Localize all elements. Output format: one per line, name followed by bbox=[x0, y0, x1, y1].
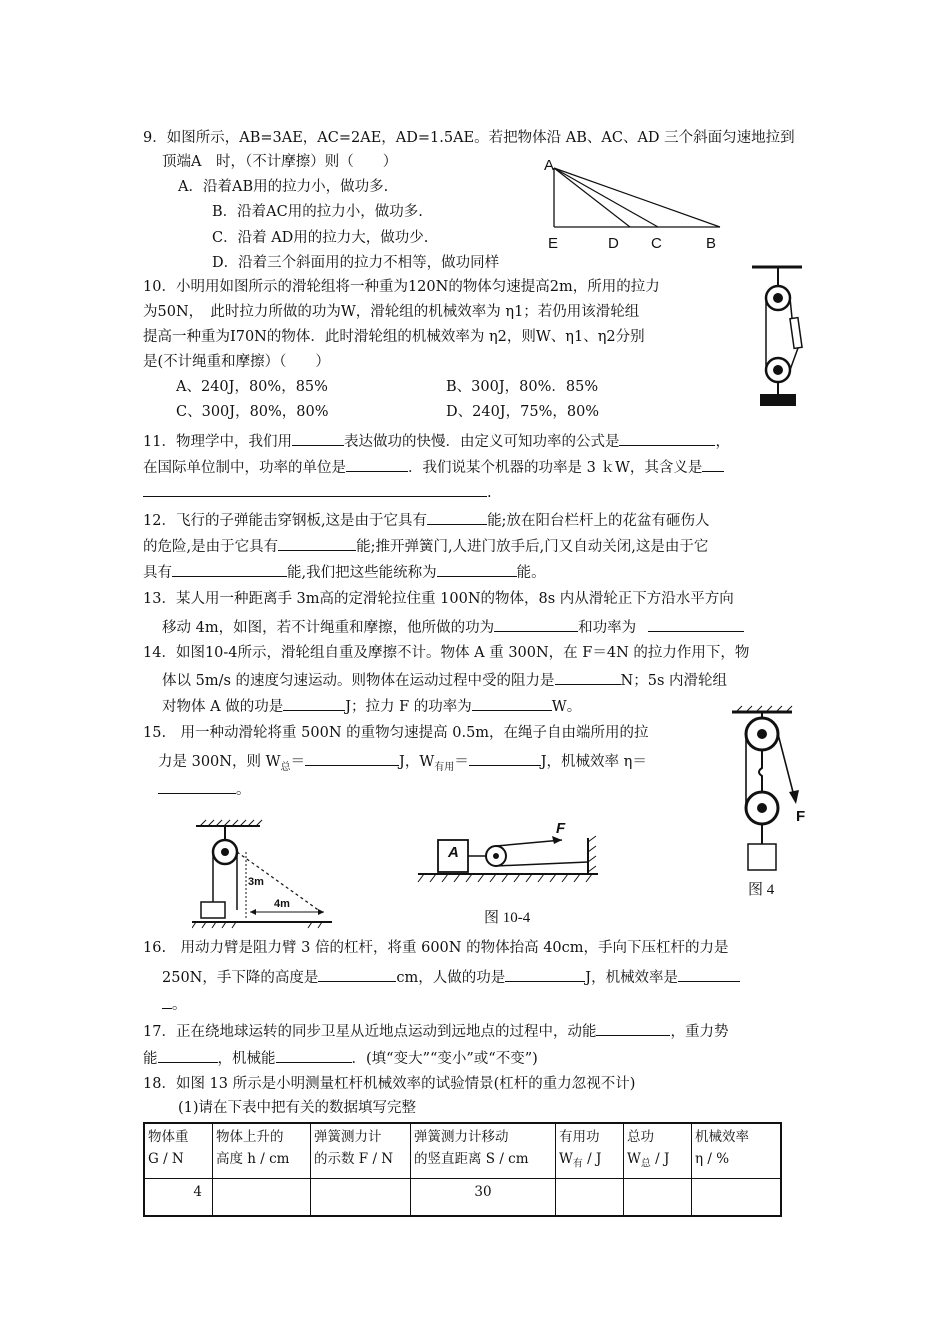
block-a-label: A bbox=[448, 844, 459, 861]
q10-option-a: A、240J，80%，85% bbox=[176, 379, 328, 395]
q11-blank-3[interactable] bbox=[346, 456, 408, 472]
q11-line3: . bbox=[143, 481, 492, 503]
q15-blank-3[interactable] bbox=[158, 778, 236, 794]
q17-line2: 能 ，机械能 ．(填“变大”“变小”或“不变”) bbox=[143, 1047, 538, 1069]
table-row bbox=[144, 1178, 781, 1216]
q14-blank-3[interactable] bbox=[472, 695, 552, 711]
q9-line2: 顶端A 时，（不计摩擦）则（ ） bbox=[162, 154, 398, 170]
header-total-work: 总功 $W_总$ / J bbox=[624, 1123, 692, 1178]
cell-efficiency[interactable] bbox=[692, 1178, 782, 1216]
q11-blank-2[interactable] bbox=[619, 430, 715, 446]
q16-line1: 16. 用动力臂是阻力臂 3 倍的杠杆，将重 600N 的物体抬高 40cm，手向下压杠杆的力是 bbox=[143, 940, 729, 956]
force-f-label: F bbox=[556, 820, 566, 837]
figure-10-4 bbox=[416, 822, 606, 932]
height-label: 3m bbox=[248, 876, 264, 888]
figure-4-drawing bbox=[728, 704, 818, 874]
header-useful-work: 有用功 $W_有$ / J bbox=[556, 1123, 624, 1178]
figure-10-4-caption: 图 10-4 bbox=[484, 910, 531, 926]
q13-line2: 移动 4m，如图，若不计绳重和摩擦，他所做的功为 和功率为 bbox=[162, 616, 744, 638]
q16-blank-3a[interactable] bbox=[678, 966, 740, 982]
q14-line1: 14．如图10-4所示，滑轮组自重及摩擦不计。物体 A 重 300N，在 F＝4N 的拉力作用下，物 bbox=[143, 645, 750, 661]
q12-blank-3[interactable] bbox=[172, 561, 287, 577]
q15-line2: 力是 300N，则 $W_总= J$，$W_{有用}= J$，机械效率 η＝ bbox=[158, 750, 647, 778]
q18-line2: (1)请在下表中把有关的数据填写完整 bbox=[178, 1100, 417, 1116]
pulley-group-figure bbox=[748, 262, 808, 412]
q10-option-b: B、300J，80%．85% bbox=[446, 379, 599, 395]
header-height: 物体上升的 高度 h / cm bbox=[213, 1123, 311, 1178]
incline-figure bbox=[540, 155, 740, 255]
header-efficiency: 机械效率 η / % bbox=[692, 1123, 782, 1178]
header-spring-distance: 弹簧测力计移动 的竖直距离 S / cm bbox=[411, 1123, 556, 1178]
header-spring-reading: 弹簧测力计 的示数 F / N bbox=[311, 1123, 411, 1178]
fixed-pulley-figure bbox=[192, 818, 342, 930]
q18-line1: 18．如图 13 所示是小明测量杠杆机械效率的试验情景(杠杆的重力忽视不计) bbox=[143, 1076, 636, 1092]
q12-blank-2[interactable] bbox=[278, 535, 356, 551]
q11-blank-4a[interactable] bbox=[702, 456, 724, 472]
q10-option-c: C、300J，80%，80% bbox=[176, 404, 329, 420]
q12-blank-1[interactable] bbox=[427, 509, 487, 525]
q13-blank-1[interactable] bbox=[494, 616, 578, 632]
q16-blank-3b[interactable] bbox=[162, 993, 172, 1009]
q13-line1: 13．某人用一种距离手 3m高的定滑轮拉住重 100N的物体，8s 内从滑轮正下方沿水平方向 bbox=[143, 591, 734, 607]
q10-line3: 提高一种重为I70N的物体．此时滑轮组的机械效率为 η2，则W、η1、η2分别 bbox=[143, 329, 645, 345]
q14-blank-2[interactable] bbox=[283, 695, 345, 711]
incline-label-b: B bbox=[706, 235, 717, 252]
q17-blank-2[interactable] bbox=[158, 1047, 218, 1063]
q10-line4: 是(不计绳重和摩擦）（ ） bbox=[143, 354, 330, 370]
q15-line1: 15. 用一种动滑轮将重 500N 的重物匀速提高 0.5m，在绳子自由端所用的拉 bbox=[143, 725, 649, 741]
q16-line2: 250N，手下降的高度是 cm，人做的功是 J，机械效率是 bbox=[162, 966, 740, 988]
q16-line3: 。 bbox=[162, 993, 187, 1015]
incline-label-a: A bbox=[544, 157, 555, 174]
q12-blank-4[interactable] bbox=[437, 561, 517, 577]
data-table bbox=[143, 1122, 782, 1217]
table-header-row bbox=[144, 1123, 781, 1178]
q11-blank-1[interactable] bbox=[292, 430, 344, 446]
fixed-pulley-drawing bbox=[192, 818, 342, 930]
q10-option-d: D、240J，75%，80% bbox=[446, 404, 600, 420]
q15-blank-2[interactable] bbox=[469, 750, 541, 766]
incline-label-e: E bbox=[548, 235, 559, 252]
q17-blank-3[interactable] bbox=[276, 1047, 352, 1063]
q16-blank-1[interactable] bbox=[318, 966, 396, 982]
q12-line3: 具有 能,我们把这些能统称为 能。 bbox=[143, 561, 546, 583]
cell-total-work[interactable] bbox=[624, 1178, 692, 1216]
cell-weight[interactable]: 4 bbox=[144, 1178, 213, 1216]
q11-blank-4b[interactable] bbox=[143, 481, 487, 497]
figure-10-4-drawing bbox=[416, 822, 606, 884]
cell-spring-reading[interactable] bbox=[311, 1178, 411, 1216]
q14-blank-1[interactable] bbox=[555, 669, 621, 685]
figure-4-force-label: F bbox=[796, 808, 806, 825]
q9-option-b: B．沿着AC用的拉力小，做功多. bbox=[212, 204, 423, 220]
q15-line3: 。 bbox=[158, 778, 251, 800]
q10-line1: 10．小明用如图所示的滑轮组将一种重为120N的物体匀速提高2m，所用的拉力 bbox=[143, 279, 660, 295]
q14-line3: 对物体 A 做的功是 J；拉力 F 的功率为 W。 bbox=[162, 695, 581, 717]
q9-line1: 9．如图所示，AB=3AE，AC=2AE，AD=1.5AE。若把物体沿 AB、AC、AD 三个斜面匀速地拉到 bbox=[143, 130, 795, 146]
q9-option-a: A．沿着AB用的拉力小，做功多. bbox=[178, 179, 389, 195]
incline-label-c: C bbox=[651, 235, 662, 252]
q9-option-c: C．沿着 AD用的拉力大，做功少. bbox=[212, 230, 429, 246]
figure-4-caption: 图 4 bbox=[748, 882, 775, 898]
distance-label: 4m bbox=[274, 898, 290, 910]
q14-line2: 体以 5m/s 的速度匀速运动。则物体在运动过程中受的阻力是 N；5s 内滑轮组 bbox=[162, 669, 727, 691]
pulley-group-drawing bbox=[748, 262, 808, 412]
cell-spring-distance[interactable]: 30 bbox=[411, 1178, 556, 1216]
q9-option-d: D．沿着三个斜面用的拉力不相等，做功同样 bbox=[212, 255, 500, 271]
q11-line1: 11．物理学中，我们用 表达做功的快慢．由定义可知功率的公式是 ， bbox=[143, 430, 730, 452]
cell-height[interactable] bbox=[213, 1178, 311, 1216]
q11-line2: 在国际单位制中，功率的单位是 ．我们说某个机器的功率是 3 ｋW，其含义是 bbox=[143, 456, 724, 478]
incline-label-d: D bbox=[608, 235, 619, 252]
cell-useful-work[interactable] bbox=[556, 1178, 624, 1216]
q12-line2: 的危险,是由于它具有 能;推开弹簧门,人进门放手后,门又自动关闭,这是由于它 bbox=[143, 535, 708, 557]
q10-line2: 为50N， 此时拉力所做的功为W，滑轮组的机械效率为 η1；若仍用该滑轮组 bbox=[143, 304, 640, 320]
figure-4 bbox=[728, 704, 818, 900]
q17-line1: 17．正在绕地球运转的同步卫星从近地点运动到远地点的过程中，动能 ，重力势 bbox=[143, 1020, 728, 1042]
q17-blank-1[interactable] bbox=[596, 1020, 670, 1036]
q13-blank-2[interactable] bbox=[648, 616, 744, 632]
q15-blank-1[interactable] bbox=[305, 750, 399, 766]
q12-line1: 12．飞行的子弹能击穿钢板,这是由于它具有 能;放在阳台栏杆上的花盆有砸伤人 bbox=[143, 509, 709, 531]
header-weight: 物体重 G / N bbox=[144, 1123, 213, 1178]
q16-blank-2[interactable] bbox=[505, 966, 585, 982]
